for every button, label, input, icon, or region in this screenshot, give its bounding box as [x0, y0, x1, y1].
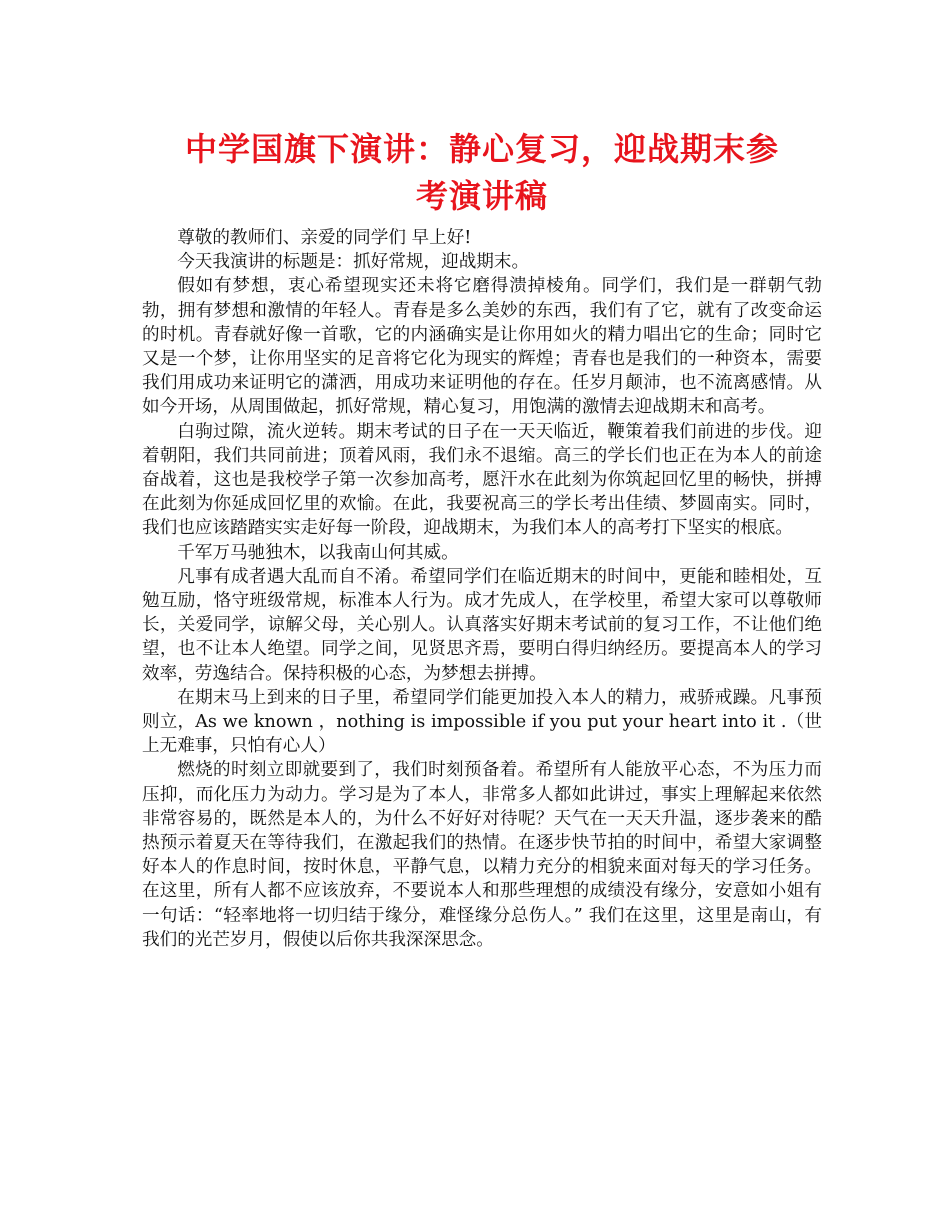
- topic-paragraph: 今天我演讲的标题是：抓好常规，迎战期末。: [177, 252, 530, 273]
- paragraph-dream: 假如有梦想，衷心希望现实还未将它磨得溃掉棱角。同学们，我们是一群朝气勃勃，拥有梦想和激情的年轻人。青春是多么美妙的东西，我们有了它，就有了改变命运的时机。青春就好像一首歌，它的内涵确实是让你用如火的精力唱出它的生命；同时它又是一个梦，让你用坚实的足音将它化为现实的辉煌；青春也是我们的一种资本，需要我们用成功来证明它的潇洒，用成功来证明他的存在。任岁月颠沛，也不流离感情。从如今开场，从周围做起，抓好常规，精心复习，用饱满的激情去迎战期末和高考。: [142, 276, 822, 418]
- paragraph-conduct: 凡事有成者遇大乱而自不淆。希望同学们在临近期末的时间中，更能和睦相处，互勉互励，恪守班级常规，标准本人行为。成才先成人，在学校里，希望大家可以尊敬师长，关爱同学，谅解父母，关心别人。认真落实好期末考试前的复习工作，不让他们绝望，也不让本人绝望。同学之间，见贤思齐焉，要明白得归纳经历。要提高本人的学习效率，劳逸结合。保持积极的心态，为梦想去拼搏。: [142, 566, 822, 684]
- paragraph-exam-approach: 白驹过隙，流火逆转。期末考试的日子在一天天临近，鞭策着我们前进的步伐。迎着朝阳，我们共同前进；顶着风雨，我们永不退缩。高三的学长们也正在为本人的前途奋战着，这也是我校学子第一次参加高考，愿汗水在此刻为你筑起回忆里的畅快，拼搏在此刻为你延成回忆里的欢愉。在此，我要祝高三的学长考出佳绩、梦圆南实。同时，我们也应该踏踏实实走好每一阶段，迎战期末，为我们本人的高考打下坚实的根底。: [142, 421, 822, 539]
- paragraph-closing: 燃烧的时刻立即就要到了，我们时刻预备着。希望所有人能放平心态，不为压力而压抑，而化压力为动力。学习是为了本人，非常多人都如此讲过，事实上理解起来依然非常容易的，既然是本人的，为什么不好好对待呢？天气在一天天升温，逐步袭来的酷热预示着夏天在等待我们，在激起我们的热情。在逐步快节拍的时间中，希望大家调整好本人的作息时间，按时休息，平静气息，以精力充分的相貌来面对每天的学习任务。在这里，所有人都不应该放弃，不要说本人和那些理想的成绩没有缘分，安意如小姐有一句话：“轻率地将一切归结于缘分，难怪缘分总伤人。” 我们在这里，这里是南山，有我们的光芒岁月，假使以后你共我深深思念。: [142, 760, 822, 950]
- title-line-2: 考演讲稿: [415, 177, 548, 215]
- document-page: [142, 126, 822, 952]
- paragraph-motto: 千军万马驰独木，以我南山何其威。: [177, 542, 459, 563]
- greeting-paragraph: 尊敬的教师们、亲爱的同学们 早上好!: [177, 228, 472, 248]
- document-title: [142, 126, 822, 220]
- title-line-1: 中学国旗下演讲：静心复习，迎战期末参: [184, 130, 779, 168]
- paragraph-effort: 在期末马上到来的日子里，希望同学们能更加投入本人的精力，戒骄戒躁。凡事预则立，As we known ，nothing is impossible if you put your heart into it .（世上无难事，只怕有心人）: [142, 687, 822, 757]
- speech-body: [142, 226, 822, 952]
